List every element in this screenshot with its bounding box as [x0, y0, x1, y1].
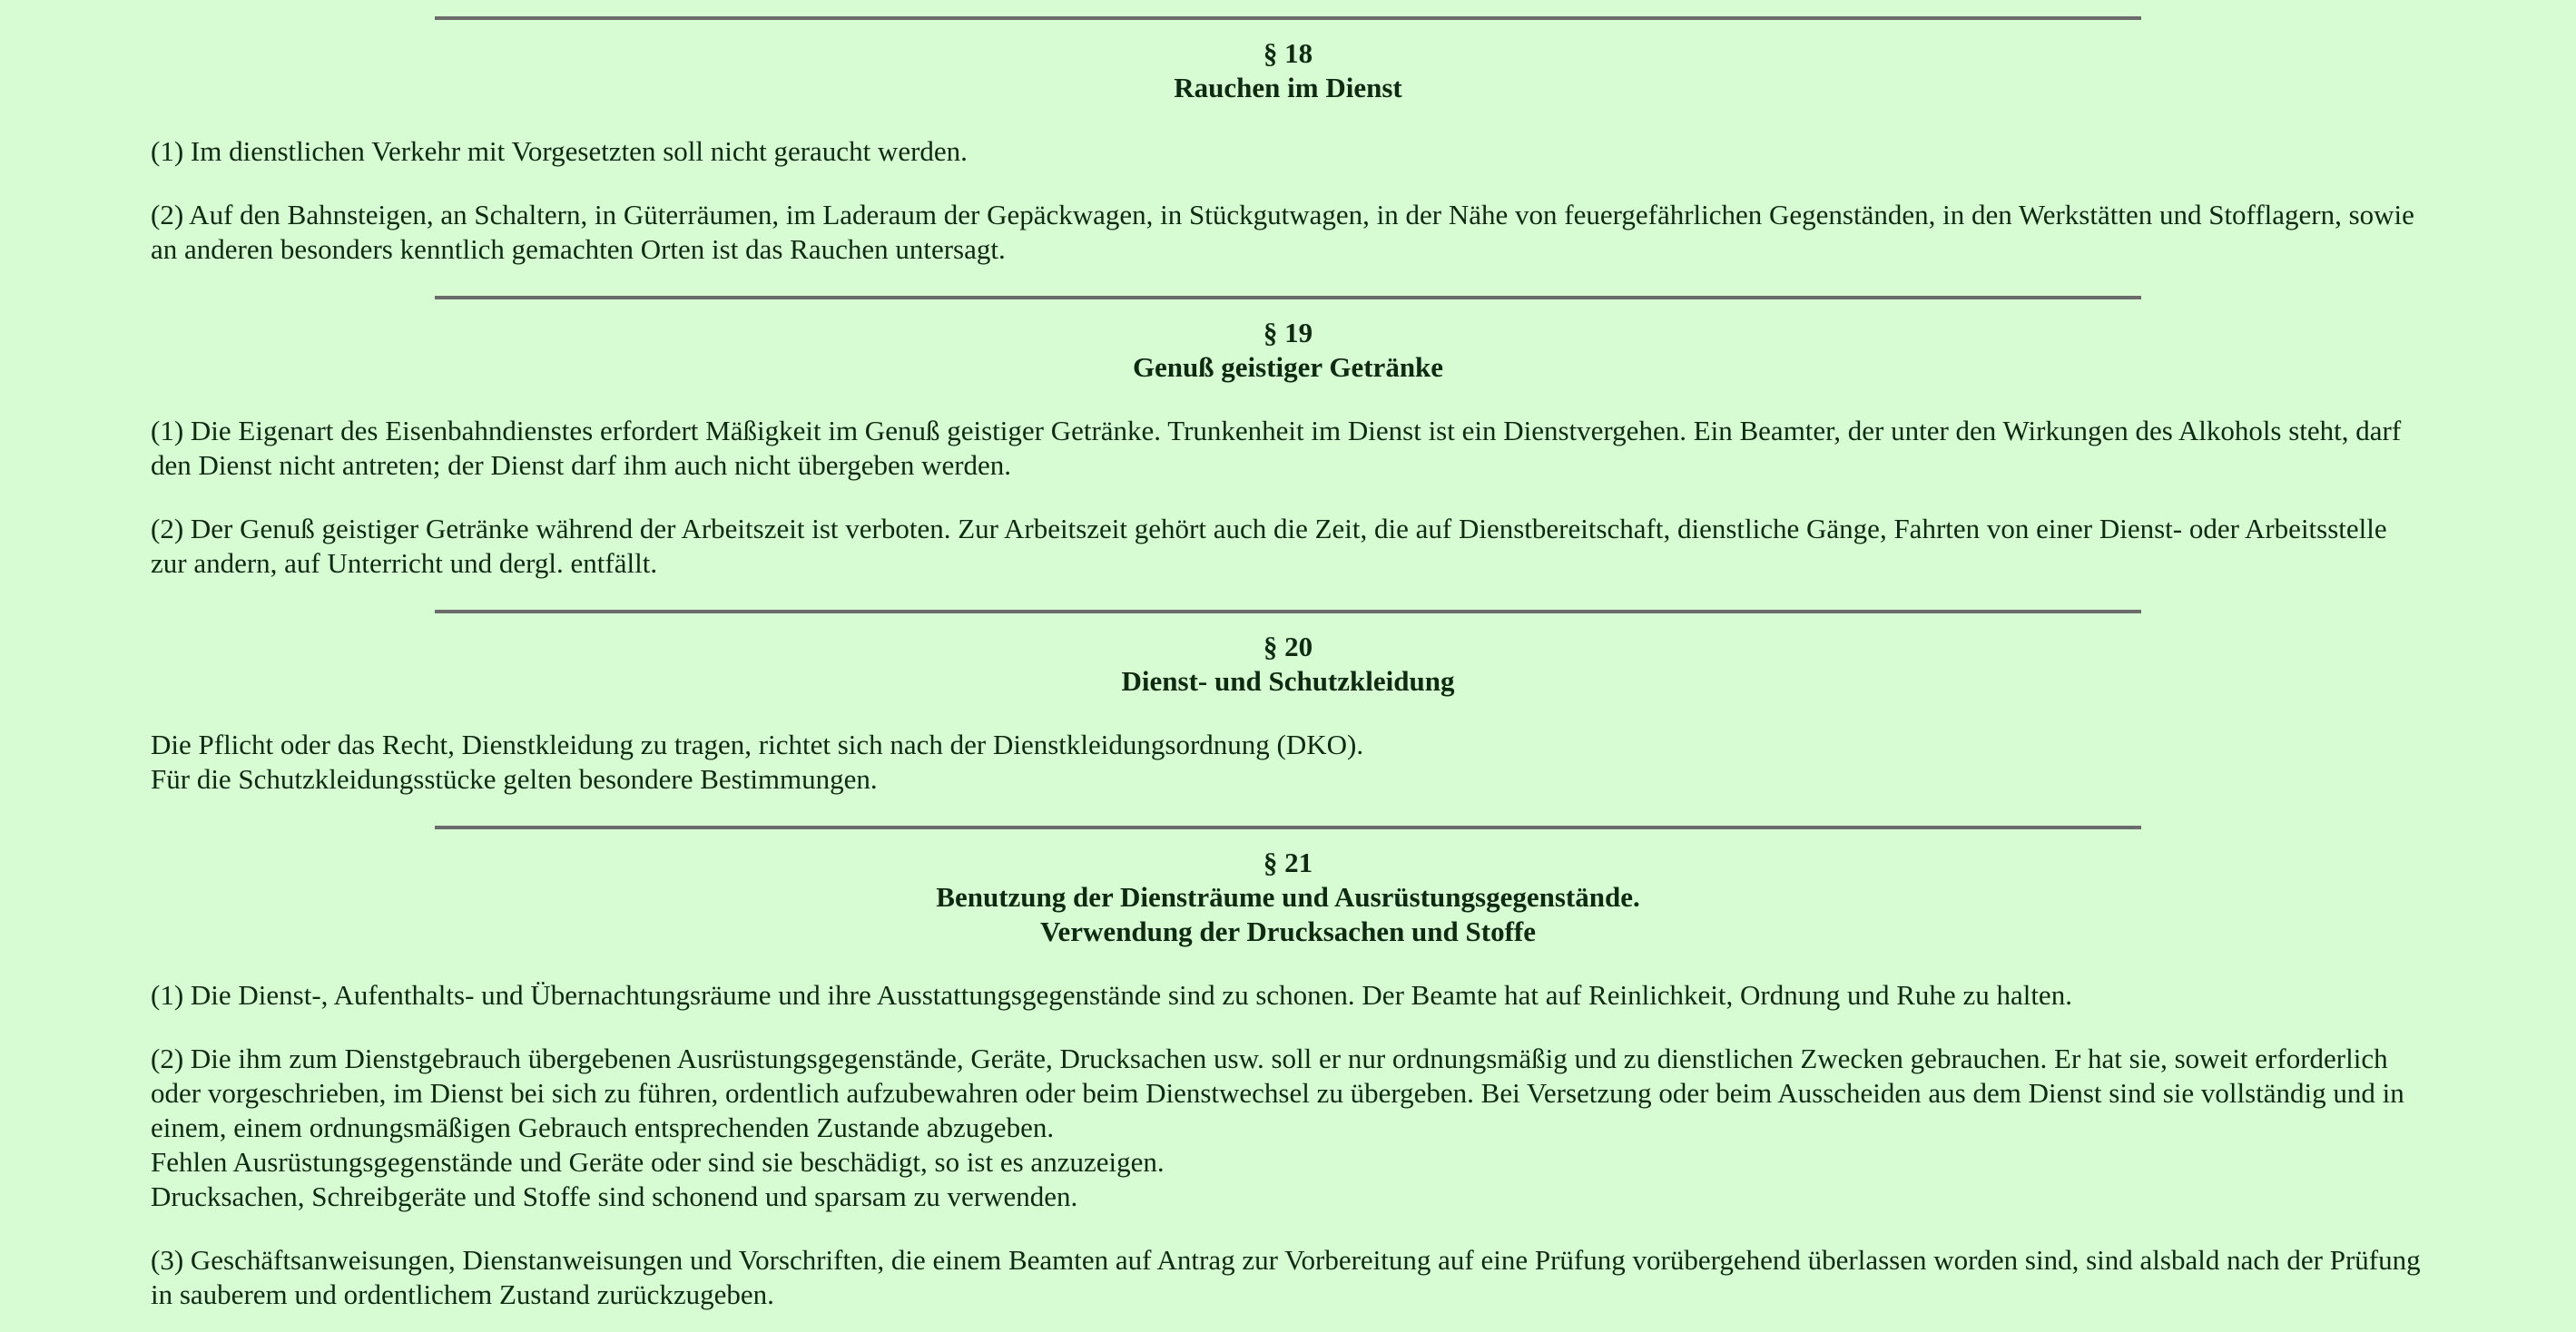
paragraph [151, 512, 2425, 581]
section-divider [435, 296, 2141, 299]
section-number: § 18 [1263, 37, 1313, 69]
section-number: § 21 [1263, 847, 1313, 878]
paragraph [151, 414, 2425, 483]
paragraph-text: Für die Schutzkleidungsstücke gelten besondere Bestimmungen. [151, 763, 878, 795]
paragraph [151, 728, 2425, 797]
paragraph [151, 1243, 2425, 1312]
section-title: Genuß geistiger Getränke [1132, 351, 1444, 383]
paragraph-text: (2) Der Genuß geistiger Getränke während der Arbeitszeit ist verboten. Zur Arbeitszeit gehört auch die Zeit, die auf Dienstbereitschaft, dienstliche Gänge, Fahrten von einer Dienst- oder Arbeitsstelle zur andern, auf Unterricht und dergl. entfällt. [151, 513, 2387, 579]
paragraph-text: (1) Die Eigenart des Eisenbahndienstes erfordert Mäßigkeit im Genuß geistiger Getränke. Trunkenheit im Dienst ist ein Dienstvergehen. Ein Beamter, der unter den Wirkungen des Alkohols steht, darf den Dienst nicht antreten; der Dienst darf ihm auch nicht übergeben werden. [151, 415, 2402, 481]
section-20 [0, 610, 2576, 826]
section-number: § 19 [1263, 317, 1313, 348]
section-body [151, 414, 2425, 581]
section-body [151, 728, 2425, 797]
section-number: § 20 [1263, 631, 1313, 662]
section-body [151, 978, 2425, 1312]
paragraph-text: (1) Im dienstlichen Verkehr mit Vorgesetzten soll nicht geraucht werden. [151, 135, 968, 167]
paragraph [151, 134, 2425, 169]
section-divider [435, 16, 2141, 20]
paragraph [151, 198, 2425, 267]
section-19 [0, 296, 2576, 610]
section-title: Verwendung der Drucksachen und Stoffe [1039, 916, 1536, 947]
paragraph-text: (2) Die ihm zum Dienstgebrauch übergebenen Ausrüstungsgegenstände, Geräte, Drucksachen usw. soll er nur ordnungsmäßig und zu dienstlichen Zwecken gebrauchen. Er hat sie, soweit erforderlich oder vorgeschrieben, im Dienst bei sich zu führen, ordentlich aufzubewahren oder beim Dienstwechsel zu übergeben. Bei Versetzung oder beim Ausscheiden aus dem Dienst sind sie vollständig und in einem, einem ordnungsmäßigen Gebrauch entsprechenden Zustande abzugeben. [151, 1043, 2404, 1143]
paragraph-text: Drucksachen, Schreibgeräte und Stoffe sind schonend und sparsam zu verwenden. [151, 1180, 1078, 1212]
paragraph-text: (1) Die Dienst-, Aufenthalts- und Übernachtungsräume und ihre Ausstattungsgegenstände sind zu schonen. Der Beamte hat auf Reinlichkeit, Ordnung und Ruhe zu halten. [151, 979, 2072, 1011]
paragraph-text: (2) Auf den Bahnsteigen, an Schaltern, in Güterräumen, im Laderaum der Gepäckwagen, in Stückgutwagen, in der Nähe von feuergefährlichen Gegenständen, in den Werkstätten und Stofflagern, sowie an anderen besonders kenntlich gemachten Orten ist das Rauchen untersagt. [151, 199, 2414, 265]
section-heading [0, 630, 2576, 699]
section-body [151, 134, 2425, 267]
section-title: Dienst- und Schutzkleidung [1121, 665, 1455, 697]
section-title: Rauchen im Dienst [1174, 72, 1402, 103]
section-title: Benutzung der Diensträume und Ausrüstungsgegenstände. [936, 881, 1640, 913]
section-heading [0, 846, 2576, 949]
paragraph [151, 1042, 2425, 1214]
paragraph-text: Die Pflicht oder das Recht, Dienstkleidung zu tragen, richtet sich nach der Dienstkleidungsordnung (DKO). [151, 729, 1364, 760]
section-heading [0, 316, 2576, 385]
section-divider [435, 610, 2141, 613]
section-21 [0, 826, 2576, 1312]
paragraph [151, 978, 2425, 1013]
section-heading [0, 36, 2576, 105]
section-18 [0, 16, 2576, 296]
section-divider [435, 826, 2141, 829]
paragraph-text: Fehlen Ausrüstungsgegenstände und Geräte oder sind sie beschädigt, so ist es anzuzeigen. [151, 1146, 1165, 1178]
paragraph-text: (3) Geschäftsanweisungen, Dienstanweisungen und Vorschriften, die einem Beamten auf Antrag zur Vorbereitung auf eine Prüfung vorübergehend überlassen worden sind, sind alsbald nach der Prüfung in sauberem und ordentlichem Zustand zurückzugeben. [151, 1244, 2421, 1310]
